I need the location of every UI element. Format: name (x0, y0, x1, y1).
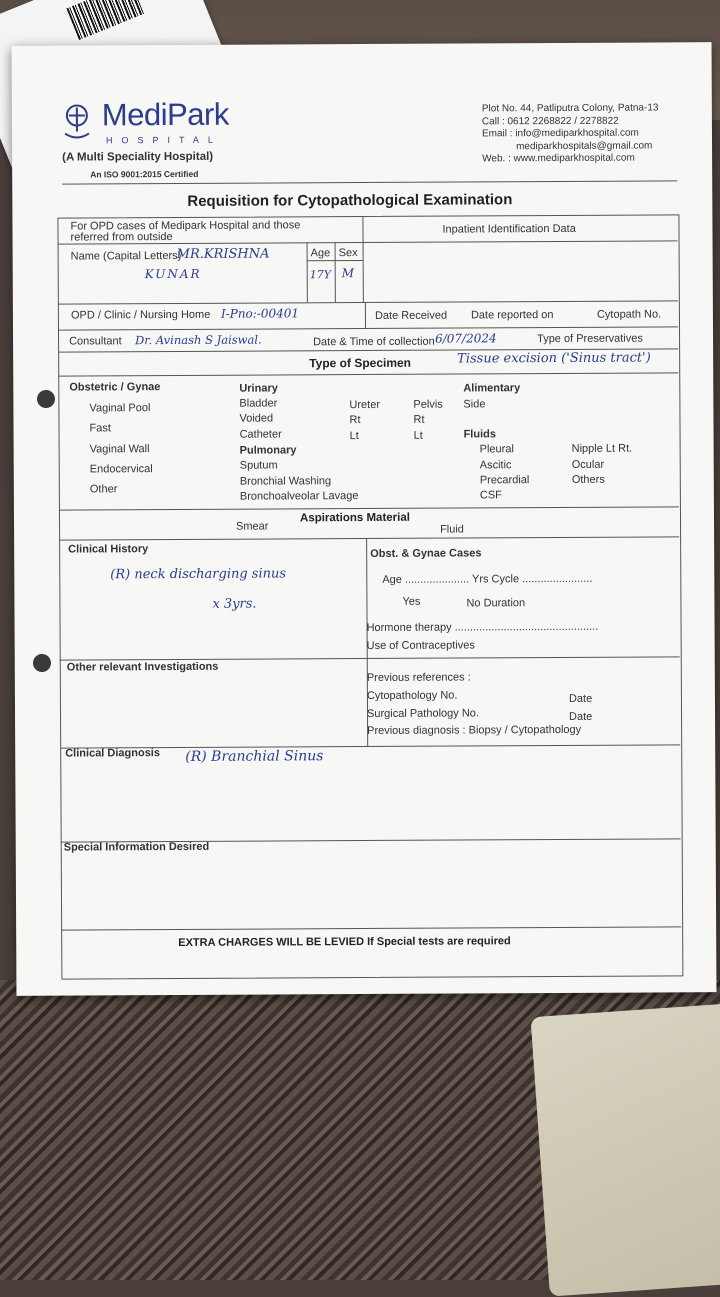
ocular-label: Ocular (571, 458, 605, 471)
fluids-item: Precardial (479, 474, 530, 487)
punch-hole (33, 654, 51, 672)
aspirations-label: Aspirations Material (299, 511, 410, 525)
fluids-item: CSF (479, 489, 502, 502)
fluids-item: Ascitic (479, 459, 512, 472)
pelvis-label: Pelvis (413, 398, 443, 411)
urinary-item: Voided (239, 412, 274, 425)
hospital-name: MediPark (101, 96, 229, 133)
date-received-label: Date Received (374, 309, 448, 322)
obstetric-item: Other (89, 483, 118, 496)
nipple-label: Nipple Lt Rt. (571, 442, 633, 455)
obstetric-item: Fast (89, 422, 111, 435)
call: Call : 0612 2268822 / 2278822 (481, 115, 619, 127)
hospital-tagline: (A Multi Speciality Hospital) (62, 150, 214, 164)
clinical-diagnosis-label: Clinical Diagnosis (65, 747, 161, 760)
clinical-history-line2: x 3yrs. (212, 596, 257, 612)
patient-name-line1: MR.KRISHNA (176, 246, 270, 262)
iso-certification: An ISO 9001:2015 Certified (90, 168, 199, 180)
barcode-icon (66, 0, 144, 40)
cytopathology-no-label: Cytopathology No. (366, 689, 458, 702)
urinary-heading: Urinary (239, 382, 278, 395)
obstetric-item: Vaginal Pool (89, 402, 151, 415)
consultant-name: Dr. Avinash S Jaiswal. (135, 332, 262, 348)
collection-label: Date & Time of collection (313, 335, 435, 349)
hospital-logo-icon (60, 101, 94, 141)
opd-note: For OPD cases of Medipark Hospital and those referred from outside (70, 219, 301, 244)
obstetric-heading: Obstetric / Gynae (69, 381, 161, 394)
smear-label: Smear (236, 520, 269, 533)
header-divider (62, 180, 677, 184)
sex-label: Sex (338, 247, 358, 260)
no-duration-label: No Duration (466, 597, 526, 610)
opd-number: I-Pno:-00401 (220, 306, 300, 321)
age-value: 17Y (309, 268, 332, 282)
clinical-history-label: Clinical History (68, 543, 149, 556)
specimen-type-label: Type of Specimen (309, 355, 412, 371)
cytopath-no-label: Cytopath No. (596, 308, 662, 321)
requisition-form (12, 42, 717, 996)
ureter-rt: Rt (349, 414, 361, 427)
website: Web. : www.mediparkhospital.com (482, 152, 635, 165)
inpatient-label: Inpatient Identification Data (442, 222, 576, 236)
fluids-item: Pleural (479, 443, 514, 456)
sex-value: M (341, 266, 355, 281)
other-investigations-label: Other relevant Investigations (66, 660, 219, 674)
address: Plot No. 44, Patliputra Colony, Patna-13 (481, 102, 659, 115)
pulmonary-item: Sputum (239, 459, 278, 472)
consultant-label: Consultant (69, 335, 122, 348)
previous-references-label: Previous references : (366, 671, 471, 684)
pulmonary-item: Bronchoalveolar Lavage (239, 490, 359, 503)
clinical-diagnosis-value: (R) Branchial Sinus (185, 748, 324, 765)
contact-block (482, 102, 659, 165)
alimentary-heading: Alimentary (463, 382, 521, 395)
clinical-history-line1: (R) neck discharging sinus (110, 566, 287, 583)
form-title: Requisition for Cytopathological Examination (187, 191, 513, 210)
patient-name-line2: KUNAR (144, 266, 202, 282)
contraceptives-label: Use of Contraceptives (366, 639, 475, 652)
others-label: Others (571, 473, 605, 486)
special-info-label: Special Information Desired (63, 840, 210, 854)
hospital-subname: HOSPITAL (105, 134, 222, 146)
ureter-lt: Lt (349, 430, 359, 443)
obstetric-item: Endocervical (89, 463, 153, 476)
collection-date: 6/07/2024 (435, 331, 497, 346)
email: Email : info@mediparkhospital.com (481, 127, 639, 140)
opd-label: OPD / Clinic / Nursing Home (70, 308, 211, 322)
fluids-heading: Fluids (463, 428, 496, 441)
yes-label: Yes (402, 595, 421, 608)
age-label: Age (310, 247, 331, 260)
preservatives-label: Type of Preservatives (537, 332, 643, 346)
obst-gynae-label: Obst. & Gynae Cases (370, 547, 482, 560)
name-label: Name (Capital Letters) (70, 249, 182, 263)
email-secondary: mediparkhospitals@gmail.com (516, 139, 653, 152)
specimen-value: Tissue excision ('Sinus tract') (457, 350, 651, 367)
urinary-item: Catheter (239, 428, 282, 441)
pulmonary-heading: Pulmonary (239, 444, 297, 457)
previous-diagnosis-label: Previous diagnosis : Biopsy / Cytopathology (367, 723, 582, 737)
urinary-item: Bladder (239, 397, 278, 410)
pelvis-rt: Rt (413, 413, 425, 426)
column-divider (365, 302, 366, 328)
age-cycle-line: Age ..................... Yrs Cycle ....................... (382, 572, 593, 586)
pulmonary-item: Bronchial Washing (239, 475, 332, 488)
surgical-date-label: Date (569, 710, 593, 723)
cytopathology-date-label: Date (568, 692, 593, 705)
side-label: Side (463, 398, 486, 411)
obstetric-item: Vaginal Wall (89, 443, 150, 456)
cloth-background (530, 1003, 720, 1296)
fluid-label: Fluid (440, 523, 464, 536)
extra-charges-notice: EXTRA CHARGES WILL BE LEVIED If Special tests are required (178, 935, 511, 949)
hormone-therapy-line: Hormone therapy ............................................... (366, 620, 599, 634)
punch-hole (37, 390, 55, 408)
pelvis-lt: Lt (413, 429, 423, 442)
ureter-label: Ureter (349, 398, 380, 412)
date-reported-label: Date reported on (470, 309, 554, 322)
surgical-no-label: Surgical Pathology No. (366, 707, 479, 720)
